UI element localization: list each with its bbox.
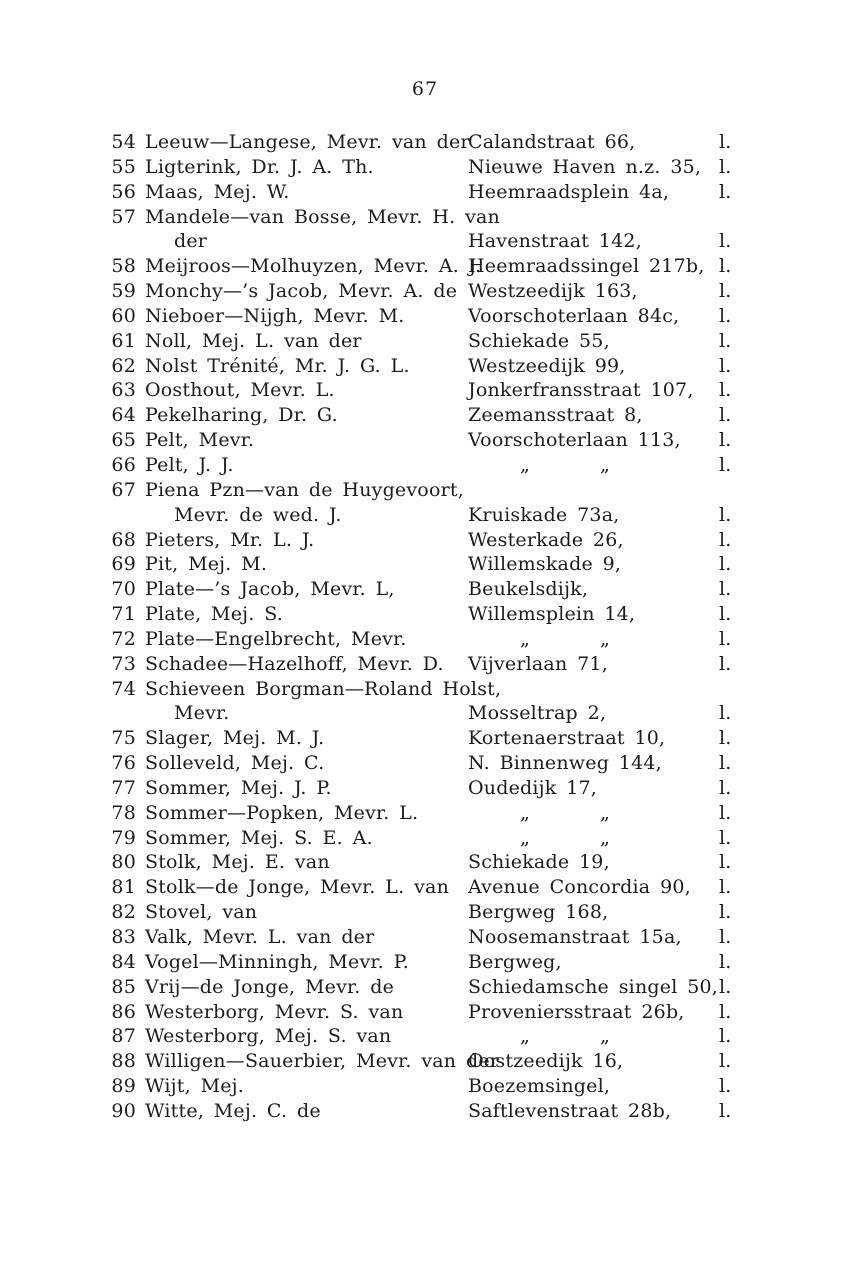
- entry-address: Voorschoterlaan 84c,: [468, 304, 680, 327]
- entry-name: Piena Pzn—van de Huygevoort,: [145, 478, 464, 501]
- entry-address: Nieuwe Haven n.z. 35,: [468, 155, 702, 178]
- entry-row: [0, 479, 860, 504]
- entry-row: [0, 230, 860, 255]
- registry-mark: l.: [719, 329, 732, 352]
- ditto-mark: „: [520, 627, 531, 650]
- entry-address: Zeemansstraat 8,: [468, 404, 643, 427]
- ditto-mark: „: [600, 627, 611, 650]
- entry-number: 74: [111, 677, 136, 700]
- entry-row: [0, 578, 860, 603]
- entry-row: [0, 752, 860, 777]
- entry-number: 71: [111, 603, 136, 626]
- entry-address: Westzeedijk 163,: [468, 280, 638, 303]
- entry-name: Sommer, Mej. J. P.: [145, 776, 332, 799]
- entry-address: Kruiskade 73a,: [468, 503, 620, 526]
- registry-mark: l.: [719, 627, 732, 650]
- ditto-mark: „: [600, 1025, 611, 1048]
- entry-row: [0, 181, 860, 206]
- entry-number: 70: [111, 578, 136, 601]
- registry-mark: l.: [719, 578, 732, 601]
- entry-row: [0, 156, 860, 181]
- entry-row: [0, 678, 860, 703]
- ditto-mark: „: [520, 1025, 531, 1048]
- entry-rows: [0, 131, 860, 1125]
- entry-row: [0, 1050, 860, 1075]
- entry-name: Noll, Mej. L. van der: [145, 329, 362, 352]
- entry-number: 54: [111, 131, 136, 153]
- entry-name: Valk, Mevr. L. van der: [145, 926, 375, 948]
- entry-row: [0, 529, 860, 554]
- entry-address: Willemskade 9,: [468, 553, 622, 576]
- entry-number: 78: [111, 801, 136, 824]
- registry-mark: l.: [719, 1075, 732, 1098]
- entry-row: [0, 777, 860, 802]
- entry-name: Mevr.: [174, 702, 230, 725]
- registry-mark: l.: [719, 851, 732, 874]
- entry-row: [0, 255, 860, 280]
- entry-name: Sommer—Popken, Mevr. L.: [145, 801, 419, 824]
- ditto-mark: „: [520, 826, 531, 849]
- entry-name: Sommer, Mej. S. E. A.: [145, 826, 373, 849]
- entry-number: 82: [111, 901, 136, 924]
- registry-mark: l.: [719, 727, 732, 750]
- entry-address: Havenstraat 142,: [468, 230, 642, 253]
- entry-address: Beukelsdijk,: [468, 578, 589, 601]
- registry-mark: l.: [719, 950, 732, 973]
- entry-name: Maas, Mej. W.: [145, 180, 290, 203]
- entry-name: Ligterink, Dr. J. A. Th.: [145, 155, 374, 178]
- entry-number: 57: [111, 205, 136, 228]
- registry-mark: l.: [719, 752, 732, 775]
- entry-number: 59: [111, 280, 136, 303]
- entry-number: 67: [111, 478, 136, 501]
- entry-number: 76: [111, 752, 136, 775]
- entry-name: Willigen—Sauerbier, Mevr. van der: [145, 1050, 500, 1073]
- entry-address: Calandstraat 66,: [468, 131, 636, 153]
- entry-number: 89: [111, 1075, 136, 1098]
- registry-mark: l.: [719, 975, 732, 998]
- entry-address: Westerkade 26,: [468, 528, 624, 551]
- registry-mark: l.: [719, 553, 732, 576]
- ditto-mark: „: [600, 801, 611, 824]
- entry-number: 75: [111, 727, 136, 750]
- entry-name: Witte, Mej. C. de: [145, 1099, 321, 1122]
- entry-name: Plate—Engelbrecht, Mevr.: [145, 627, 407, 650]
- entry-name: Schadee—Hazelhoff, Mevr. D.: [145, 652, 444, 675]
- entry-name: Westerborg, Mevr. S. van: [145, 1000, 404, 1023]
- entry-number: 90: [111, 1099, 136, 1122]
- entry-row: [0, 951, 860, 976]
- entry-name: Schieveen Borgman—Roland Holst,: [145, 677, 502, 700]
- entry-number: 77: [111, 776, 136, 799]
- entry-name: Mevr. de wed. J.: [174, 503, 342, 526]
- entry-row: [0, 280, 860, 305]
- entry-number: 79: [111, 826, 136, 849]
- entry-number: 66: [111, 453, 136, 476]
- entry-name: Pelt, J. J.: [145, 453, 234, 476]
- entry-number: 86: [111, 1000, 136, 1023]
- registry-mark: l.: [719, 230, 732, 253]
- entry-row: [0, 827, 860, 852]
- entry-name: Stolk, Mej. E. van: [145, 851, 330, 874]
- entry-name: Meijroos—Molhuyzen, Mevr. A. J.: [145, 255, 482, 278]
- entry-name: Leeuw—Langese, Mevr. van der: [145, 131, 470, 153]
- entry-name: Mandele—van Bosse, Mevr. H. van: [145, 205, 500, 228]
- entry-number: 80: [111, 851, 136, 874]
- entry-row: [0, 131, 860, 156]
- registry-mark: l.: [719, 453, 732, 476]
- ditto-mark: „: [520, 801, 531, 824]
- entry-address: Kortenaerstraat 10,: [468, 727, 666, 750]
- registry-mark: l.: [719, 379, 732, 402]
- entry-row: [0, 379, 860, 404]
- entry-number: 81: [111, 876, 136, 899]
- entry-row: [0, 429, 860, 454]
- registry-mark: l.: [719, 1050, 732, 1073]
- registry-mark: l.: [719, 180, 732, 203]
- entry-address: N. Binnenweg 144,: [468, 752, 662, 775]
- entry-number: 60: [111, 304, 136, 327]
- entry-address: Willemsplein 14,: [468, 603, 636, 626]
- registry-mark: l.: [719, 603, 732, 626]
- entry-name: Stovel, van: [145, 901, 258, 924]
- entry-name: Solleveld, Mej. C.: [145, 752, 325, 775]
- entry-name: Oosthout, Mevr. L.: [145, 379, 335, 402]
- entry-row: [0, 305, 860, 330]
- entry-row: [0, 901, 860, 926]
- entry-name: Westerborg, Mej. S. van: [145, 1025, 392, 1048]
- entry-number: 72: [111, 627, 136, 650]
- registry-mark: l.: [719, 776, 732, 799]
- registry-mark: l.: [719, 404, 732, 427]
- registry-mark: l.: [719, 1099, 732, 1122]
- entry-number: 55: [111, 155, 136, 178]
- registry-mark: l.: [719, 702, 732, 725]
- entry-number: 63: [111, 379, 136, 402]
- entry-row: [0, 1075, 860, 1100]
- entry-name: Monchy—’s Jacob, Mevr. A. de: [145, 280, 458, 303]
- ditto-mark: „: [600, 453, 611, 476]
- entry-row: [0, 603, 860, 628]
- entry-address: Bergweg,: [468, 950, 562, 973]
- registry-mark: l.: [719, 801, 732, 824]
- entry-name: der: [174, 230, 208, 253]
- entry-address: Mosseltrap 2,: [468, 702, 607, 725]
- registry-mark: l.: [719, 155, 732, 178]
- entry-address: Schiekade 55,: [468, 329, 610, 352]
- entry-name: Plate—’s Jacob, Mevr. L,: [145, 578, 395, 601]
- entry-name: Slager, Mej. M. J.: [145, 727, 325, 750]
- registry-mark: l.: [719, 652, 732, 675]
- entry-row: [0, 851, 860, 876]
- entry-number: 88: [111, 1050, 136, 1073]
- entry-row: [0, 976, 860, 1001]
- entry-name: Plate, Mej. S.: [145, 603, 283, 626]
- ditto-mark: „: [600, 826, 611, 849]
- entry-address: Heemraadsplein 4a,: [468, 180, 670, 203]
- entry-address: Westzeedijk 99,: [468, 354, 626, 377]
- entry-address: Oudedijk 17,: [468, 776, 598, 799]
- entry-row: [0, 653, 860, 678]
- entry-row: [0, 926, 860, 951]
- entry-number: 73: [111, 652, 136, 675]
- entry-name: Pit, Mej. M.: [145, 553, 268, 576]
- registry-mark: l.: [719, 503, 732, 526]
- entry-address: Noosemanstraat 15a,: [468, 926, 682, 948]
- entry-number: 56: [111, 180, 136, 203]
- entry-number: 64: [111, 404, 136, 427]
- entry-name: Vogel—Minningh, Mevr. P.: [145, 950, 409, 973]
- entry-address: Voorschoterlaan 113,: [468, 429, 681, 452]
- registry-mark: l.: [719, 131, 732, 153]
- entry-number: 61: [111, 329, 136, 352]
- registry-mark: l.: [719, 1000, 732, 1023]
- entry-name: Pekelharing, Dr. G.: [145, 404, 338, 427]
- entry-address: Proveniersstraat 26b,: [468, 1000, 685, 1023]
- entry-number: 69: [111, 553, 136, 576]
- entry-name: Nieboer—Nijgh, Mevr. M.: [145, 304, 405, 327]
- page-number: 67: [411, 78, 439, 100]
- entry-address: Avenue Concordia 90,: [468, 876, 691, 899]
- registry-mark: l.: [719, 528, 732, 551]
- entry-row: [0, 1025, 860, 1050]
- registry-mark: l.: [719, 926, 732, 948]
- registry-mark: l.: [719, 280, 732, 303]
- registry-mark: l.: [719, 901, 732, 924]
- entry-number: 68: [111, 528, 136, 551]
- entry-address: Boezemsingel,: [468, 1075, 611, 1098]
- entry-name: Vrij—de Jonge, Mevr. de: [145, 975, 395, 998]
- entry-address: Schiekade 19,: [468, 851, 610, 874]
- entry-name: Nolst Trénité, Mr. J. G. L.: [145, 354, 410, 377]
- entry-name: Pieters, Mr. L. J.: [145, 528, 315, 551]
- entry-row: [0, 553, 860, 578]
- entry-number: 62: [111, 354, 136, 377]
- entry-address: Heemraadssingel 217b,: [468, 255, 705, 278]
- entry-name: Pelt, Mevr.: [145, 429, 255, 452]
- entry-row: [0, 727, 860, 752]
- entry-row: [0, 504, 860, 529]
- registry-mark: l.: [719, 876, 732, 899]
- entry-number: 65: [111, 429, 136, 452]
- entry-address: Bergweg 168,: [468, 901, 609, 924]
- entry-address: Saftlevenstraat 28b,: [468, 1099, 672, 1122]
- entry-name: Wijt, Mej.: [145, 1075, 245, 1098]
- entry-address: Oostzeedijk 16,: [468, 1050, 624, 1073]
- entry-row: [0, 1100, 860, 1125]
- entry-row: [0, 1001, 860, 1026]
- entry-row: [0, 404, 860, 429]
- entry-number: 85: [111, 975, 136, 998]
- entry-row: [0, 628, 860, 653]
- entry-row: [0, 355, 860, 380]
- registry-mark: l.: [719, 304, 732, 327]
- registry-mark: l.: [719, 429, 732, 452]
- entry-number: 84: [111, 950, 136, 973]
- registry-mark: l.: [719, 826, 732, 849]
- entry-row: [0, 876, 860, 901]
- registry-mark: l.: [719, 1025, 732, 1048]
- registry-mark: l.: [719, 255, 732, 278]
- entry-number: 87: [111, 1025, 136, 1048]
- entry-number: 83: [111, 926, 136, 948]
- ditto-mark: „: [520, 453, 531, 476]
- entry-address: Vijverlaan 71,: [468, 652, 608, 675]
- registry-mark: l.: [719, 354, 732, 377]
- entry-row: [0, 454, 860, 479]
- entry-row: [0, 206, 860, 231]
- entry-row: [0, 702, 860, 727]
- entry-row: [0, 330, 860, 355]
- entry-number: 58: [111, 255, 136, 278]
- entry-name: Stolk—de Jonge, Mevr. L. van: [145, 876, 450, 899]
- entry-address: Jonkerfransstraat 107,: [468, 379, 694, 402]
- entry-row: [0, 802, 860, 827]
- entry-address: Schiedamsche singel 50,: [468, 975, 719, 998]
